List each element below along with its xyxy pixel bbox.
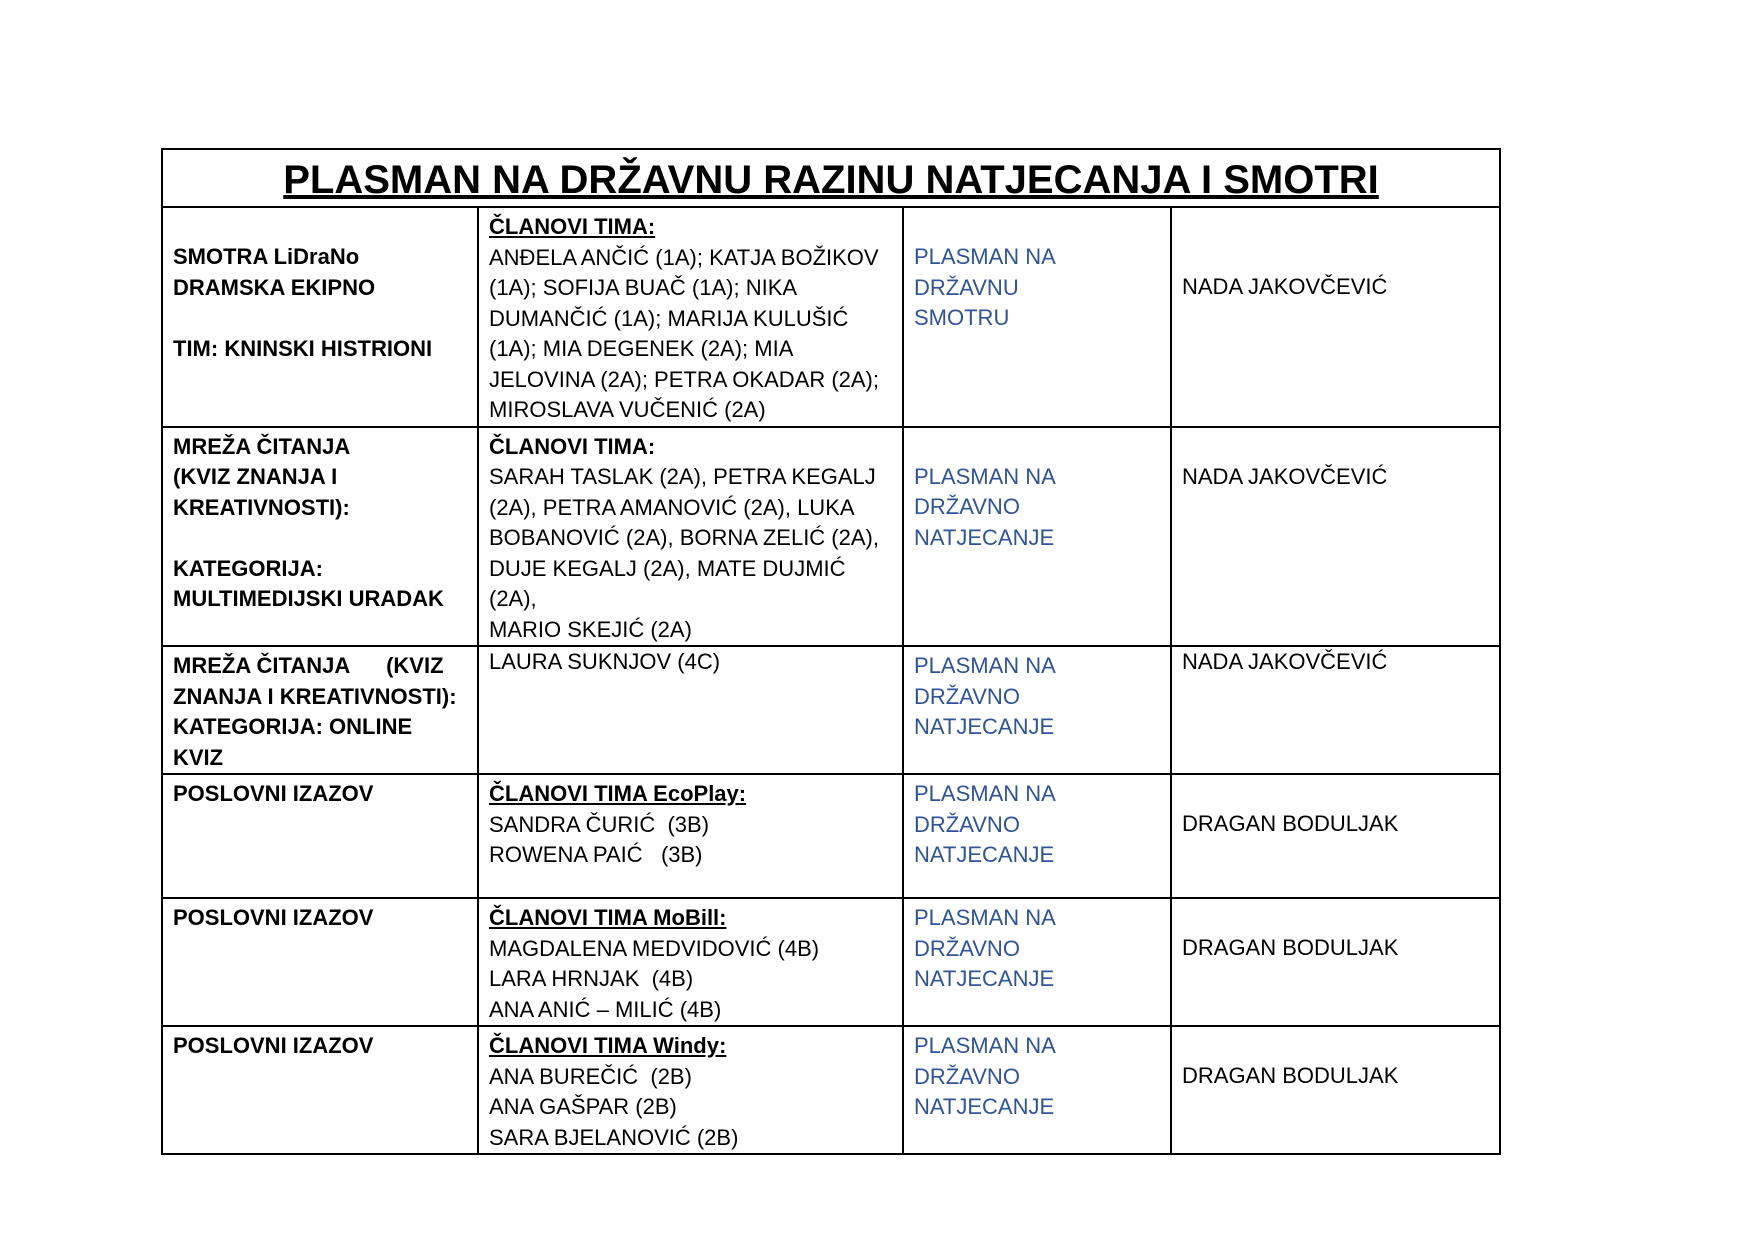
member-line: (1A); SOFIJA BUAČ (1A); NIKA	[489, 275, 798, 300]
mentor-name: DRAGAN BODULJAK	[1182, 1063, 1399, 1088]
member-line: SARAH TASLAK (2A), PETRA KEGALJ	[489, 464, 876, 489]
placement-cell	[903, 646, 1171, 774]
placement-cell	[903, 774, 1171, 898]
category-line: ZNANJA I KREATIVNOSTI):	[173, 683, 457, 709]
mentor-name: NADA JAKOVČEVIĆ	[1182, 649, 1388, 674]
category-line: MREŽA ČITANJA	[173, 433, 351, 459]
table-row	[162, 774, 1500, 898]
category-line: POSLOVNI IZAZOV	[173, 781, 374, 806]
title-row	[162, 149, 1500, 207]
member-line: ROWENA PAIĆ (3B)	[489, 842, 703, 867]
member-line: SARA BJELANOVIĆ (2B)	[489, 1124, 739, 1150]
category-line: KATEGORIJA: ONLINE KVIZ	[173, 714, 413, 770]
members-heading: ČLANOVI TIMA:	[489, 433, 656, 459]
members-cell	[478, 774, 903, 898]
category-line: POSLOVNI IZAZOV	[173, 1033, 374, 1058]
table-row	[162, 207, 1500, 427]
table-row	[162, 898, 1500, 1026]
category-line: (KVIZ ZNANJA I	[173, 464, 338, 489]
category-line: DRAMSKA EKIPNO	[173, 274, 376, 300]
mentor-name: DRAGAN BODULJAK	[1182, 935, 1399, 960]
members-heading: ČLANOVI TIMA EcoPlay:	[489, 781, 747, 806]
mentor-cell	[1171, 646, 1500, 774]
member-line: BOBANOVIĆ (2A), BORNA ZELIĆ (2A),	[489, 525, 879, 550]
table-row	[162, 427, 1500, 647]
member-line: DUJE KEGALJ (2A), MATE DUJMIĆ (2A),	[489, 555, 846, 611]
placement-line: SMOTRU	[914, 305, 1010, 330]
category-line: POSLOVNI IZAZOV	[173, 905, 374, 930]
member-line: MAGDALENA MEDVIDOVIĆ (4B)	[489, 935, 820, 961]
placement-table	[161, 148, 1501, 1155]
category-cell	[162, 1026, 478, 1154]
category-line: SMOTRA LiDraNo	[173, 244, 360, 269]
placement-line: DRŽAVNO NATJECANJE	[914, 1063, 1055, 1119]
mentor-cell	[1171, 1026, 1500, 1154]
placement-line: PLASMAN NA	[914, 244, 1056, 269]
placement-line: DRŽAVNO NATJECANJE	[914, 683, 1055, 739]
member-line: ANA ANIĆ – MILIĆ (4B)	[489, 996, 722, 1022]
category-line: KATEGORIJA:	[173, 555, 323, 581]
category-line: MREŽA ČITANJA (KVIZ	[173, 653, 444, 678]
category-line: TIM: KNINSKI HISTRIONI	[173, 335, 433, 361]
page-title: PLASMAN NA DRŽAVNU RAZINU NATJECANJA I SMOTRI	[283, 158, 1379, 202]
members-cell	[478, 1026, 903, 1154]
mentor-name: NADA JAKOVČEVIĆ	[1182, 274, 1388, 299]
placement-line: DRŽAVNO NATJECANJE	[914, 494, 1055, 550]
placement-line: DRŽAVNU	[914, 274, 1019, 300]
mentor-name: NADA JAKOVČEVIĆ	[1182, 463, 1388, 489]
blank-line	[173, 303, 467, 334]
placement-line: PLASMAN NA	[914, 653, 1056, 678]
placement-cell	[903, 898, 1171, 1026]
member-line: ANA BUREČIĆ (2B)	[489, 1063, 692, 1089]
mentor-cell	[1171, 774, 1500, 898]
member-line: DUMANČIĆ (1A); MARIJA KULUŠIĆ	[489, 305, 849, 331]
member-line: MIROSLAVA VUČENIĆ (2A)	[489, 397, 766, 422]
placement-cell	[903, 207, 1171, 427]
placement-line: PLASMAN NA	[914, 905, 1056, 930]
members-heading: ČLANOVI TIMA:	[489, 214, 656, 239]
placement-line: PLASMAN NA	[914, 781, 1056, 806]
member-line: (1A); MIA DEGENEK (2A); MIA	[489, 336, 794, 361]
category-cell	[162, 646, 478, 774]
member-line: ANĐELA ANČIĆ (1A); KATJA BOŽIKOV	[489, 244, 879, 270]
members-heading: ČLANOVI TIMA Windy:	[489, 1033, 727, 1058]
members-heading: ČLANOVI TIMA MoBill:	[489, 905, 727, 930]
members-cell	[478, 427, 903, 647]
mentor-name: DRAGAN BODULJAK	[1182, 811, 1399, 836]
placement-line: DRŽAVNO NATJECANJE	[914, 811, 1055, 867]
title-cell	[162, 149, 1500, 207]
member-line: MARIO SKEJIĆ (2A)	[489, 616, 692, 642]
member-line: SANDRA ČURIĆ (3B)	[489, 811, 710, 837]
members-cell	[478, 207, 903, 427]
placement-line: PLASMAN NA	[914, 1033, 1056, 1058]
member-line: JELOVINA (2A); PETRA OKADAR (2A);	[489, 366, 879, 392]
mentor-cell	[1171, 898, 1500, 1026]
placement-cell	[903, 427, 1171, 647]
placement-cell	[903, 1026, 1171, 1154]
table-row	[162, 1026, 1500, 1154]
category-cell	[162, 898, 478, 1026]
members-cell	[478, 898, 903, 1026]
placement-line: PLASMAN NA	[914, 463, 1056, 489]
member-line: (2A), PETRA AMANOVIĆ (2A), LUKA	[489, 494, 855, 520]
table-row	[162, 646, 1500, 774]
placement-line: DRŽAVNO NATJECANJE	[914, 935, 1055, 991]
member-line: LAURA SUKNJOV (4C)	[489, 649, 721, 674]
category-cell	[162, 427, 478, 647]
member-line: LARA HRNJAK (4B)	[489, 966, 694, 991]
members-cell	[478, 646, 903, 774]
mentor-cell	[1171, 427, 1500, 647]
category-cell	[162, 774, 478, 898]
mentor-cell	[1171, 207, 1500, 427]
member-line: ANA GAŠPAR (2B)	[489, 1094, 677, 1119]
category-line: MULTIMEDIJSKI URADAK	[173, 586, 444, 611]
blank-line	[173, 523, 467, 554]
category-line: KREATIVNOSTI):	[173, 494, 350, 520]
category-cell	[162, 207, 478, 427]
